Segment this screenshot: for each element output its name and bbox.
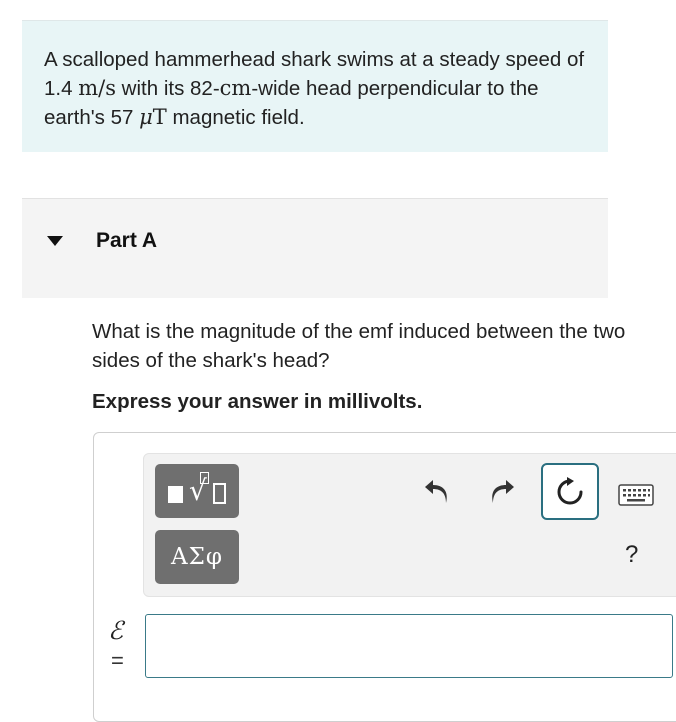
equals-sign: = (111, 648, 124, 673)
reset-button[interactable] (541, 463, 599, 520)
keyboard-icon (618, 484, 654, 506)
collapse-caret-icon[interactable] (47, 236, 63, 246)
help-button[interactable]: ? (625, 541, 639, 568)
question-text: What is the magnitude of the emf induced between the two sides of the shark's head? (92, 320, 626, 372)
symbols-button[interactable]: ΑΣφ (155, 530, 239, 584)
answer-input[interactable] (145, 614, 673, 678)
problem-statement (22, 20, 608, 152)
problem-text: A scalloped hammerhead shark swims at a steady speed of 1.4 m/s with its 82-cm-wide head perpendicular to the earth's 57 μT magnetic field. (44, 48, 585, 129)
part-title: Part A (96, 229, 158, 252)
emf-variable: ℰ (108, 616, 124, 645)
keyboard-button[interactable] (617, 483, 655, 507)
answer-instruction: Express your answer in millivolts. (92, 390, 423, 413)
undo-icon (422, 477, 452, 507)
templates-button[interactable]: √ (155, 464, 239, 518)
undo-button[interactable] (420, 475, 454, 509)
redo-button[interactable] (485, 475, 519, 509)
redo-icon (487, 477, 517, 507)
reset-icon (554, 476, 586, 508)
part-a-header[interactable] (22, 198, 608, 298)
